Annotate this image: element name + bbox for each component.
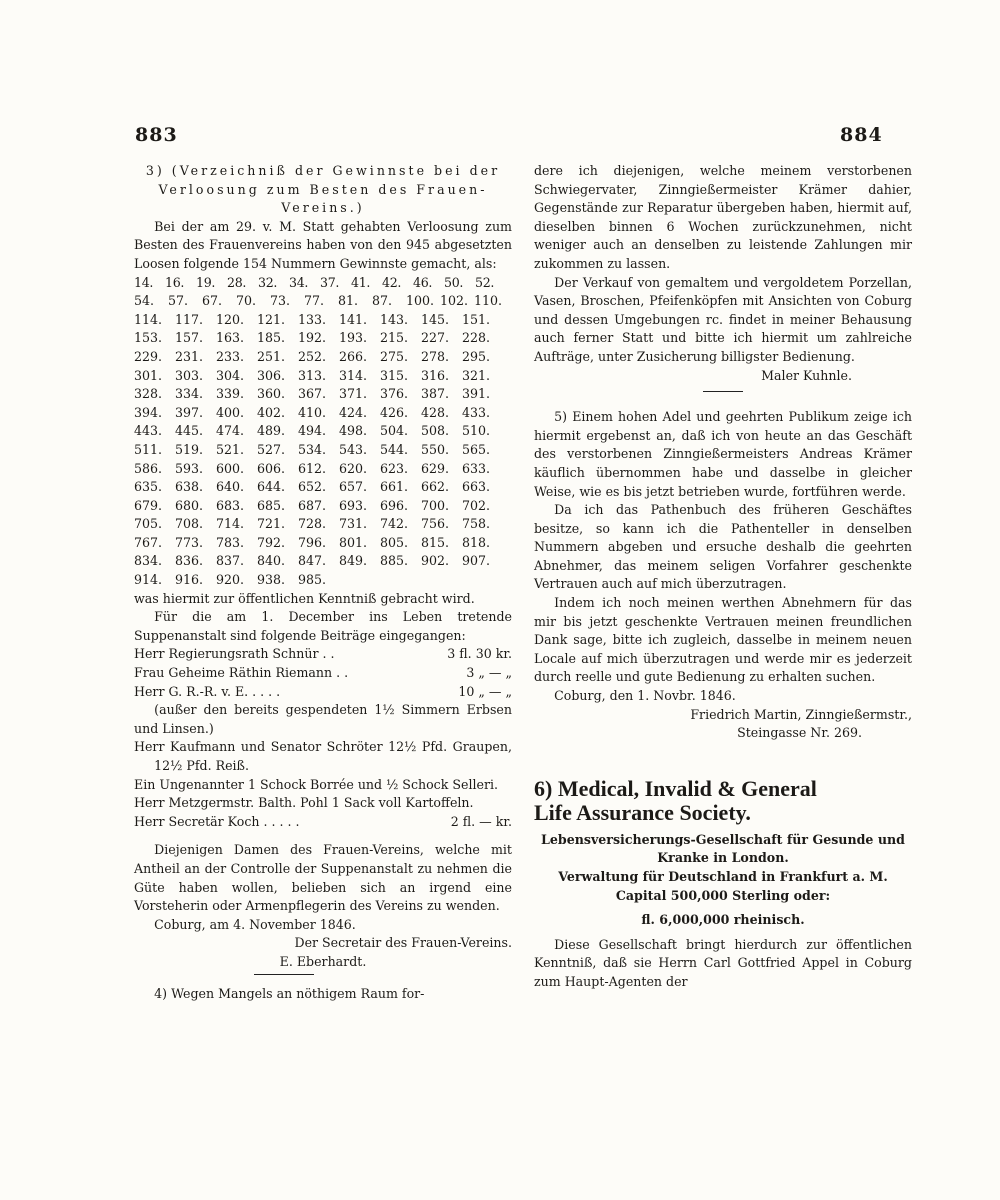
winning-number: 620.	[339, 460, 368, 476]
winning-number: 252.	[298, 348, 327, 364]
winning-number: 773.	[175, 534, 204, 550]
winning-number: 313.	[298, 367, 327, 383]
winning-number: 231.	[175, 348, 204, 364]
donor-entry: Ein Ungenannter 1 Schock Borrée und ½ Schock Selleri.	[134, 776, 499, 792]
signature-maler: Maler Kuhnle.	[761, 367, 852, 383]
right-column	[534, 162, 912, 992]
winning-number: 633.	[462, 460, 491, 476]
winning-number: 306.	[257, 367, 286, 383]
winning-number: 304.	[216, 367, 245, 383]
winning-number: 519.	[175, 441, 204, 457]
winning-number: 228.	[462, 330, 491, 346]
page-number-left: 883	[135, 124, 178, 146]
winning-number: 227.	[421, 330, 450, 346]
number-row	[134, 441, 512, 460]
section-5-text: 5) Einem hohen Adel und geehrten Publikum zeige ich hiermit ergebenst an, daß ich von heute an das Geschäft des verstorbenen Zinngießermeisters Andreas Krämer käuflich übernommen habe und dasselbe in gleicher Weise, wie es bis jetzt betrieben wurde, fortführen werde.	[534, 409, 912, 499]
winning-number: 424.	[339, 404, 368, 420]
section-6-heading: 6) Medical, Invalid & General	[534, 775, 817, 801]
winning-number: 914.	[134, 572, 163, 588]
winning-number: 721.	[257, 516, 286, 532]
winning-number: 796.	[298, 534, 327, 550]
winning-number: 731.	[339, 516, 368, 532]
winning-number: 295.	[462, 348, 491, 364]
winning-number: 67.	[202, 293, 223, 309]
section-4-sale-text: Der Verkauf von gemaltem und vergoldetem Porzellan, Vasen, Broschen, Pfeifenköpfen mit Ansichten von Coburg und dessen Umgebungen rc. findet in meiner Behausung auch ferner Statt und bitte ich hiermit um zahlreiche Aufträge, unter Zusicherung billigster Bedienung.	[534, 274, 912, 364]
donor-row: Herr Secretär Koch . . . . . 2 fl. — kr.	[134, 813, 512, 829]
winning-number: 360.	[257, 386, 286, 402]
signature-name: E. Eberhardt.	[279, 953, 367, 969]
winning-number: 87.	[372, 293, 393, 309]
winning-number: 534.	[298, 441, 327, 457]
winning-number: 153.	[134, 330, 163, 346]
winning-number: 315.	[380, 367, 409, 383]
winning-number: 498.	[339, 423, 368, 439]
number-row	[134, 367, 512, 386]
winning-number: 402.	[257, 404, 286, 420]
section-6-subtitle: Verwaltung für Deutschland in Frankfurt a. M.	[558, 869, 888, 884]
winning-number: 680.	[175, 497, 204, 513]
winning-number: 661.	[380, 479, 409, 495]
number-row	[134, 571, 512, 590]
winning-number: 114.	[134, 311, 163, 327]
winning-number: 50.	[444, 274, 464, 290]
winning-number: 700.	[421, 497, 450, 513]
winning-number: 885.	[380, 553, 409, 569]
winning-number: 606.	[257, 460, 286, 476]
number-row	[134, 348, 512, 367]
number-row	[134, 534, 512, 553]
winning-number: 41.	[351, 274, 371, 290]
winning-number: 32.	[258, 274, 278, 290]
winning-number: 14.	[134, 274, 154, 290]
winning-number: 837.	[216, 553, 245, 569]
winning-number: 907.	[462, 553, 491, 569]
winning-number: 54.	[134, 293, 155, 309]
winning-number: 638.	[175, 479, 204, 495]
winning-number: 192.	[298, 330, 327, 346]
winning-number: 612.	[298, 460, 327, 476]
winning-number: 77.	[304, 293, 325, 309]
winning-number: 683.	[216, 497, 245, 513]
winning-number: 662.	[421, 479, 450, 495]
winning-number: 836.	[175, 553, 204, 569]
section-5-text: Indem ich noch meinen werthen Abnehmern für das mir bis jetzt geschenkte Vertrauen meinen freundlichen Dank sage, bitte ich zugleich, dasselbe in meinem neuen Locale auf mich überzutragen und werde mir es jederzeit durch reelle und gute Bedienung zu erhalten suchen.	[534, 595, 912, 685]
separator-rule	[703, 391, 743, 392]
winning-number: 815.	[421, 534, 450, 550]
winning-number: 193.	[339, 330, 368, 346]
winning-number: 767.	[134, 534, 163, 550]
winning-number: 702.	[462, 497, 491, 513]
winning-number: 742.	[380, 516, 409, 532]
winning-number: 693.	[339, 497, 368, 513]
winning-number: 81.	[338, 293, 359, 309]
winning-number: 663.	[462, 479, 491, 495]
winning-number: 70.	[236, 293, 257, 309]
winning-number: 57.	[168, 293, 189, 309]
winning-number: 275.	[380, 348, 409, 364]
winning-number: 920.	[216, 572, 245, 588]
number-row	[134, 422, 512, 441]
winning-number: 902.	[421, 553, 450, 569]
section-6-capital: Capital 500,000 Sterling oder:	[615, 887, 831, 903]
winning-number: 16.	[165, 274, 185, 290]
winning-number: 52.	[475, 274, 495, 290]
winning-number: 120.	[216, 311, 245, 327]
winning-number: 215.	[380, 330, 409, 346]
winning-number: 233.	[216, 348, 245, 364]
winning-number: 410.	[298, 404, 327, 420]
winning-number: 818.	[462, 534, 491, 550]
winning-number: 34.	[289, 274, 309, 290]
donor-note: (außer den bereits gespendeten 1½ Simmern Erbsen und Linsen.)	[134, 702, 512, 736]
winning-number: 110.	[474, 293, 503, 309]
number-row	[134, 460, 512, 479]
winning-number: 433.	[462, 404, 491, 420]
section-6-capital: fl. 6,000,000 rheinisch.	[641, 912, 805, 928]
soup-intro: Für die am 1. December ins Leben tretende Suppenanstalt sind folgende Beiträge eingegangen:	[134, 609, 512, 643]
number-row	[134, 292, 512, 311]
winning-number: 445.	[175, 423, 204, 439]
winning-number: 474.	[216, 423, 245, 439]
winning-number: 489.	[257, 423, 286, 439]
winning-number: 708.	[175, 516, 204, 532]
winning-number: 371.	[339, 386, 368, 402]
winning-number: 426.	[380, 404, 409, 420]
winning-number: 801.	[339, 534, 368, 550]
left-column	[134, 162, 512, 1003]
winning-number: 376.	[380, 386, 409, 402]
section-6-text: Diese Gesellschaft bringt hierdurch zur öffentlichen Kenntniß, daß sie Herrn Carl Gottfried Appel in Coburg zum Haupt-Agenten der	[534, 936, 912, 989]
winning-number: 679.	[134, 497, 163, 513]
winning-number: 185.	[257, 330, 286, 346]
winning-number: 840.	[257, 553, 286, 569]
winning-number: 316.	[421, 367, 450, 383]
winning-number: 394.	[134, 404, 163, 420]
winning-number: 521.	[216, 441, 245, 457]
winning-number: 121.	[257, 311, 286, 327]
winning-number: 504.	[380, 423, 409, 439]
winning-number: 400.	[216, 404, 245, 420]
donor-entry: Herr Metzgermstr. Balth. Pohl 1 Sack voll Kartoffeln.	[134, 795, 474, 811]
winning-number: 586.	[134, 460, 163, 476]
winning-number: 391.	[462, 386, 491, 402]
winning-number: 100.	[406, 293, 435, 309]
winning-number: 387.	[421, 386, 450, 402]
winning-number: 657.	[339, 479, 368, 495]
number-row	[134, 404, 512, 423]
winning-number: 428.	[421, 404, 450, 420]
section-4-text: dere ich diejenigen, welche meinem verstorbenen Schwiegervater, Zinngießermeister Krämer dahier, Gegenstände zur Reparatur übergeben haben, hiermit auf, dieselben binnen 6 Wochen zurückzunehmen, nicht weniger auch an denselben zu leistende Zahlungen mir zukommen zu lassen.	[534, 163, 912, 271]
winning-numbers	[134, 274, 512, 590]
winning-number: 73.	[270, 293, 291, 309]
winning-number: 985.	[298, 572, 327, 588]
winning-number: 847.	[298, 553, 327, 569]
number-row	[134, 478, 512, 497]
winning-number: 805.	[380, 534, 409, 550]
winning-number: 527.	[257, 441, 286, 457]
winning-number: 19.	[196, 274, 216, 290]
winning-number: 938.	[257, 572, 286, 588]
winning-number: 685.	[257, 497, 286, 513]
donor-row: Frau Geheime Räthin Riemann . . 3 „ — „	[134, 665, 512, 681]
signature-name: Friedrich Martin, Zinngießermstr.,	[690, 706, 912, 722]
winning-number: 28.	[227, 274, 247, 290]
winning-number: 705.	[134, 516, 163, 532]
winning-number: 758.	[462, 516, 491, 532]
page-number-right: 884	[840, 124, 883, 146]
number-row	[134, 552, 512, 571]
winning-number: 157.	[175, 330, 204, 346]
winning-number: 141.	[339, 311, 368, 327]
winning-number: 623.	[380, 460, 409, 476]
winning-number: 37.	[320, 274, 340, 290]
number-row	[134, 515, 512, 534]
winning-number: 550.	[421, 441, 450, 457]
winning-number: 46.	[413, 274, 433, 290]
donor-entry: Herr Kaufmann und Senator Schröter 12½ Pfd. Graupen, 12½ Pfd. Reiß.	[134, 739, 512, 773]
winning-number: 600.	[216, 460, 245, 476]
number-row	[134, 274, 512, 293]
winning-number: 102.	[440, 293, 469, 309]
winning-number: 792.	[257, 534, 286, 550]
winning-number: 543.	[339, 441, 368, 457]
winning-number: 511.	[134, 441, 163, 457]
lottery-intro: Bei der am 29. v. M. Statt gehabten Verloosung zum Besten des Frauenvereins haben von den 945 abgesetzten Loosen folgende 154 Nummern Gewinnste gemacht, als:	[134, 218, 512, 271]
winning-number: 163.	[216, 330, 245, 346]
winning-number: 640.	[216, 479, 245, 495]
winning-number: 42.	[382, 274, 402, 290]
winning-number: 508.	[421, 423, 450, 439]
winning-number: 783.	[216, 534, 245, 550]
winning-number: 510.	[462, 423, 491, 439]
winning-number: 629.	[421, 460, 450, 476]
section-4-heading: 4) Wegen Mangels an nöthigem Raum for-	[154, 985, 425, 1001]
notice-date: Coburg, am 4. November 1846.	[154, 916, 356, 932]
winning-number: 635.	[134, 479, 163, 495]
signature-title: Der Secretair des Frauen-Vereins.	[294, 935, 512, 951]
winning-number: 714.	[216, 516, 245, 532]
donor-row: Herr Regierungsrath Schnür . . 3 fl. 30 kr.	[134, 646, 512, 662]
winning-number: 328.	[134, 386, 163, 402]
winning-number: 117.	[175, 311, 204, 327]
winning-number: 266.	[339, 348, 368, 364]
winning-number: 565.	[462, 441, 491, 457]
number-row	[134, 497, 512, 516]
winning-number: 301.	[134, 367, 163, 383]
section-5-text: Da ich das Pathenbuch des früheren Geschäftes besitze, so kann ich die Pathenteller in denselben Nummern abgeben und ersuche deshalb die geehrten Abnehmer, das meinem seligen Vorfahrer geschenkte Vertrauen auch auf mich überzutragen.	[534, 502, 912, 592]
number-row	[134, 311, 512, 330]
winning-number: 334.	[175, 386, 204, 402]
winning-number: 367.	[298, 386, 327, 402]
section-3-heading: 3) (Verzeichniß der Gewinnste bei der Verloosung zum Besten des Frauen-Vereins.)	[145, 163, 501, 216]
winning-number: 696.	[380, 497, 409, 513]
winning-number: 314.	[339, 367, 368, 383]
signature-address: Steingasse Nr. 269.	[737, 725, 862, 741]
winning-number: 849.	[339, 553, 368, 569]
winning-number: 303.	[175, 367, 204, 383]
winning-number: 229.	[134, 348, 163, 364]
winning-number: 145.	[421, 311, 450, 327]
number-row	[134, 385, 512, 404]
lottery-closing: was hiermit zur öffentlichen Kenntniß gebracht wird.	[134, 590, 475, 606]
notice-date: Coburg, den 1. Novbr. 1846.	[554, 688, 736, 704]
winning-number: 652.	[298, 479, 327, 495]
winning-number: 143.	[380, 311, 409, 327]
winning-number: 278.	[421, 348, 450, 364]
section-6-heading: Life Assurance Society.	[534, 799, 751, 825]
winning-number: 544.	[380, 441, 409, 457]
winning-number: 593.	[175, 460, 204, 476]
winning-number: 339.	[216, 386, 245, 402]
winning-number: 443.	[134, 423, 163, 439]
winning-number: 916.	[175, 572, 204, 588]
winning-number: 151.	[462, 311, 491, 327]
donor-row: Herr G. R.-R. v. E. . . . . 10 „ — „	[134, 683, 512, 699]
winning-number: 397.	[175, 404, 204, 420]
section-6-subtitle: Lebensversicherungs-Gesellschaft für Gesunde und Kranke in London.	[541, 831, 905, 866]
winning-number: 834.	[134, 553, 163, 569]
winning-number: 644.	[257, 479, 286, 495]
winning-number: 494.	[298, 423, 327, 439]
winning-number: 133.	[298, 311, 327, 327]
ladies-notice: Diejenigen Damen des Frauen-Vereins, welche mit Antheil an der Controlle der Suppenanstalt zu nehmen die Güte haben wollen, belieben sich an irgend eine Vorsteherin oder Armenpflegerin des Vereins zu wenden.	[134, 842, 512, 914]
winning-number: 728.	[298, 516, 327, 532]
number-row	[134, 329, 512, 348]
winning-number: 321.	[462, 367, 491, 383]
winning-number: 251.	[257, 348, 286, 364]
winning-number: 687.	[298, 497, 327, 513]
winning-number: 756.	[421, 516, 450, 532]
